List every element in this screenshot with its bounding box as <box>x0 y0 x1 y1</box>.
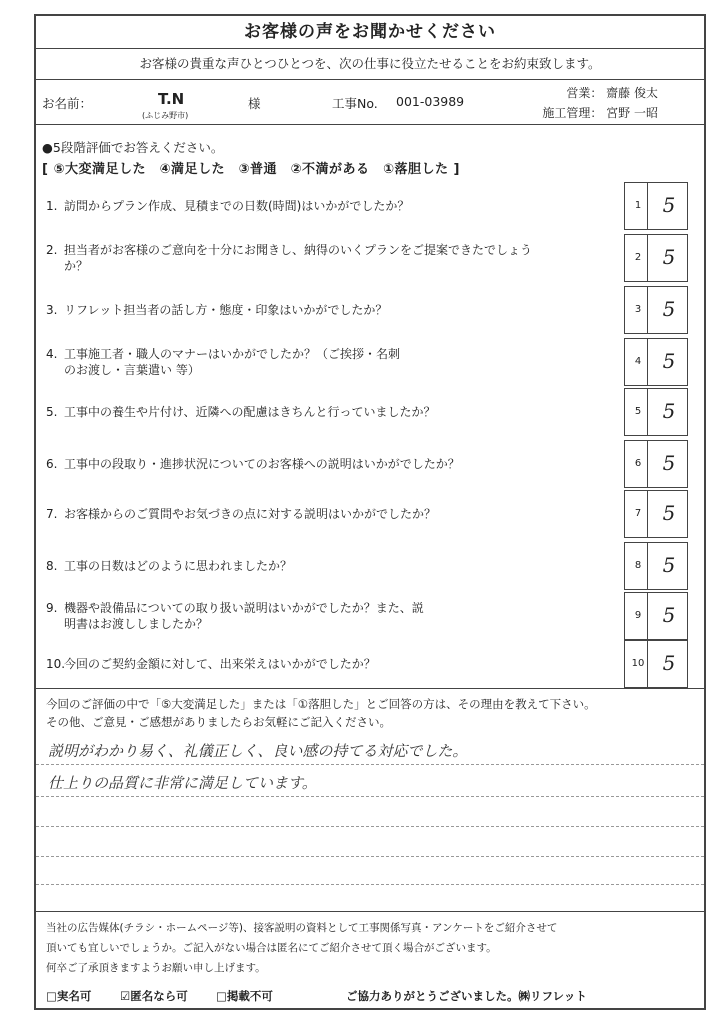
question-10: 10.今回のご契約金額に対して、出来栄えはいかがでしたか？ <box>46 657 376 671</box>
honorific: 様 <box>248 96 261 111</box>
page-title: お客様の声をお聞かせください <box>36 16 704 49</box>
sales-name: 齋藤 俊太 <box>606 86 658 100</box>
comment-prompt-1: 今回のご評価の中で「⑤大変満足した」または「①落胆した」とご回答の方は、その理由を教えて下さい。 <box>46 697 596 711</box>
question-1: 1. 訪問からプラン作成、見積までの日数(時間)はいかがでしたか？ <box>46 199 410 213</box>
question-3: 3. リフレット担当者の話し方・態度・印象はいかがでしたか？ <box>46 303 388 317</box>
comment-rule <box>36 764 704 765</box>
kouji-number: 001-03989 <box>396 94 465 109</box>
comment-rule <box>36 856 704 857</box>
answer-value: 5 <box>662 399 676 423</box>
answer-box-1: 1 5 <box>624 182 688 230</box>
construction-name: 宮野 一昭 <box>606 106 658 120</box>
thanks-message: ご協力ありがとうございました。㈱リフレット <box>346 989 587 1003</box>
question-4: 4. 工事施工者・職人のマナーはいかがでしたか？（ご挨拶・名刺のお渡し・言葉遣い 等） <box>46 347 401 377</box>
handwritten-comment-2: 仕上りの品質に非常に満足しています。 <box>48 774 317 792</box>
answer-value: 5 <box>662 245 676 269</box>
comment-prompt-2: その他、ご意見・ご感想がありましたらお気軽にご記入ください。 <box>46 715 391 729</box>
answer-box-6: 6 5 <box>624 440 688 488</box>
answer-box-7: 7 5 <box>624 490 688 538</box>
answer-value: 5 <box>662 297 676 321</box>
check-no-publish[interactable]: □掲載不可 <box>216 989 273 1003</box>
answer-value: 5 <box>662 349 676 373</box>
rating-scale: [ ⑤大変満足した ④満足した ③普通 ②不満がある ①落胆した ] <box>42 162 460 177</box>
comment-rule <box>36 826 704 827</box>
kouji-label: 工事No. <box>332 96 378 111</box>
customer-city: (ふじみ野市) <box>142 111 189 120</box>
answer-value: 5 <box>662 193 676 217</box>
question-9: 9. 機器や設備品についての取り扱い説明はいかがでしたか？また、説明書はお渡ししましたか？ <box>46 601 424 631</box>
answer-value: 5 <box>662 501 676 525</box>
check-real-name[interactable]: □実名可 <box>46 989 92 1003</box>
construction-label: 施工管理： <box>542 106 603 120</box>
question-6: 6. 工事中の段取り・進捗状況についてのお客様への説明はいかがでしたか？ <box>46 457 460 471</box>
comment-section-divider <box>36 688 704 689</box>
answer-box-3: 3 5 <box>624 286 688 334</box>
construction-staff <box>542 104 658 121</box>
answer-value: 5 <box>662 603 676 627</box>
footer-line-1: 当社の広告媒体(チラシ・ホームページ等)、接客説明の資料として工事関係写真・アンケートをご紹介させて <box>46 922 558 934</box>
survey-sheet <box>34 14 706 1010</box>
sales-label: 営業： <box>566 86 603 100</box>
answer-box-5: 5 5 <box>624 388 688 436</box>
question-2: 2. 担当者がお客様のご意向を十分にお聞きし、納得のいくプランをご提案できたでしょうか？ <box>46 243 533 273</box>
check-anonymous[interactable]: ☑匿名なら可 <box>120 989 188 1003</box>
answer-box-2: 2 5 <box>624 234 688 282</box>
name-label: お名前： <box>42 96 93 111</box>
comment-rule <box>36 884 704 885</box>
customer-info-row <box>36 80 704 125</box>
rating-instruction: ●5段階評価でお答えください。 <box>42 140 224 155</box>
question-7: 7. お客様からのご質問やお気づきの点に対する説明はいかがでしたか？ <box>46 507 437 521</box>
answer-value: 5 <box>662 651 676 675</box>
answer-value: 5 <box>662 553 676 577</box>
footer-line-2: 頂いても宜しいでしょうか。ご記入がない場合は匿名にてご紹介させて頂く場合がございます。 <box>46 942 497 954</box>
customer-name: T.N <box>158 90 185 108</box>
sales-staff <box>566 84 658 101</box>
footer-line-3: 何卒ご了承頂きますようお願い申し上げます。 <box>46 962 266 974</box>
answer-box-4: 4 5 <box>624 338 688 386</box>
answer-value: 5 <box>662 451 676 475</box>
comment-rule <box>36 796 704 797</box>
question-8: 8. 工事の日数はどのように思われましたか？ <box>46 559 293 573</box>
subtitle: お客様の貴重な声ひとつひとつを、次の仕事に役立たせることをお約束致します。 <box>36 49 704 80</box>
answer-box-8: 8 5 <box>624 542 688 590</box>
answer-box-10: 10 5 <box>624 640 688 688</box>
answer-box-9: 9 5 <box>624 592 688 640</box>
footer-divider <box>36 911 704 912</box>
question-5: 5. 工事中の養生や片付け、近隣への配慮はきちんと行っていましたか？ <box>46 405 436 419</box>
handwritten-comment-1: 説明がわかり易く、礼儀正しく、良い感の持てる対応でした。 <box>48 742 468 760</box>
